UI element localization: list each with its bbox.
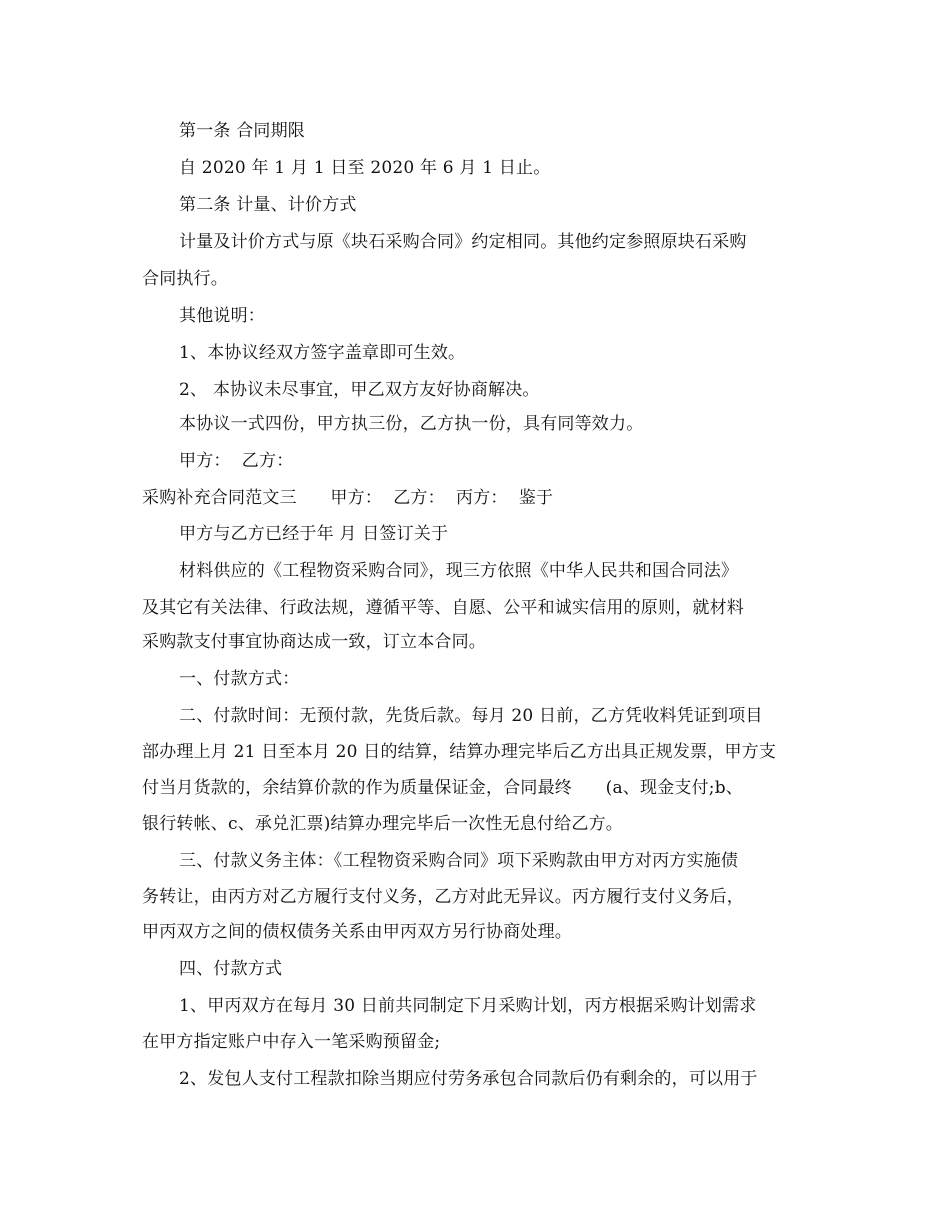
notes-heading: 其他说明： (179, 306, 265, 326)
paragraph-line: 在甲方指定账户中存入一笔采购预留金; (142, 1032, 441, 1052)
paragraph-line: 2、发包人支付工程款扣除当期应付劳务承包合同款后仍有剩余的，可以用于 (179, 1069, 758, 1089)
paragraph-line: 自 2020 年 1 月 1 日至 2020 年 6 月 1 日止。 (179, 158, 551, 178)
paragraph-line: 2、 本协议未尽事宜，甲乙双方友好协商解决。 (179, 380, 540, 400)
paragraph-line: 采购款支付事宜协商达成一致，订立本合同。 (142, 632, 486, 652)
paragraph-line: 甲丙双方之间的债权债务关系由甲丙双方另行协商处理。 (142, 922, 572, 942)
paragraph-line: 部办理上月 21 日至本月 20 日的结算，结算办理完毕后乙方出具正规发票，甲方支 (142, 742, 777, 762)
paragraph-line: 三、付款义务主体：《工程物资采购合同》项下采购款由甲方对丙方实施债 (179, 851, 739, 871)
paragraph-line: 合同执行。 (142, 269, 228, 289)
paragraph-line: 银行转帐、c、承兑汇票)结算办理完毕后一次性无息付给乙方。 (142, 814, 623, 834)
paragraph-line: 甲方与乙方已经于年 月 日签订关于 (179, 524, 449, 544)
paragraph-line: 付当月货款的，余结算价款的作为质量保证金，合同最终 (a、现金支付;b、 (142, 778, 743, 798)
section-heading: 一、付款方式： (179, 669, 300, 689)
paragraph-line: 计量及计价方式与原《块石采购合同》约定相同。其他约定参照原块石采购 (179, 232, 747, 252)
paragraph-line: 本协议一式四份，甲方执三份，乙方执一份，具有同等效力。 (179, 414, 644, 434)
paragraph-line: 1、本协议经双方签字盖章即可生效。 (179, 343, 466, 363)
paragraph-line: 二、付款时间：无预付款，先货后款。每月 20 日前，乙方凭收料凭证到项目 (179, 706, 763, 726)
paragraph-line: 1、甲丙双方在每月 30 日前共同制定下月采购计划，丙方根据采购计划需求 (179, 996, 757, 1016)
article-1-heading: 第一条 合同期限 (179, 121, 306, 141)
section-heading: 四、付款方式 (179, 959, 283, 979)
article-2-heading: 第二条 计量、计价方式 (179, 195, 357, 215)
paragraph-line: 材料供应的《工程物资采购合同》，现三方依照《中华人民共和国合同法》 (179, 561, 739, 581)
sample-title-line: 采购补充合同范文三 甲方： 乙方： 丙方： 鉴于 (142, 488, 554, 508)
signature-line: 甲方： 乙方： (179, 451, 294, 471)
paragraph-line: 务转让，由丙方对乙方履行支付义务，乙方对此无异议。丙方履行支付义务后， (142, 887, 744, 907)
paragraph-line: 及其它有关法律、行政法规，遵循平等、自愿、公平和诚实信用的原则，就材料 (142, 598, 744, 618)
